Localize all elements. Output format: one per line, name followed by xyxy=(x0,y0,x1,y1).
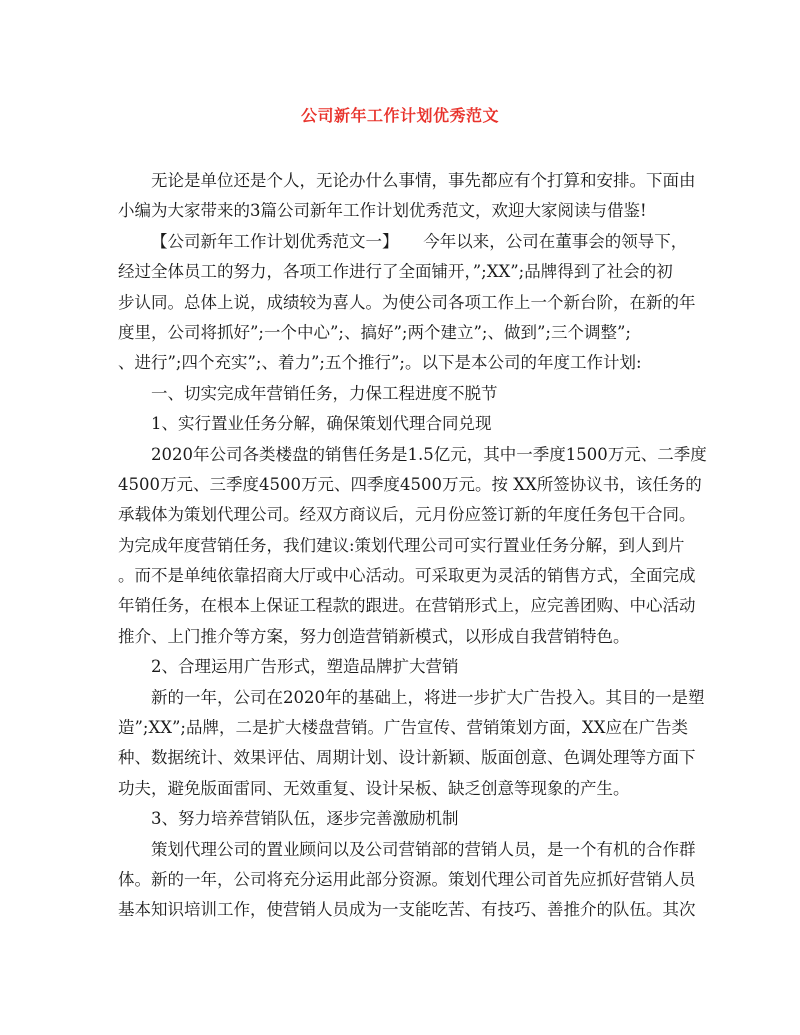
body-text-line: 策划代理公司的置业顾问以及公司营销部的营销人员，是一个有机的合作群 xyxy=(151,839,696,859)
body-text-line: 小编为大家带来的3篇公司新年工作计划优秀范文，欢迎大家阅读与借鉴! xyxy=(118,201,647,221)
body-text-line: 功夫，避免版面雷同、无效重复、设计呆板、缺乏创意等现象的产生。 xyxy=(118,778,630,798)
body-text-line: 新的一年，公司在2020年的基础上，将进一步扩大广告投入。其目的一是塑 xyxy=(151,687,705,707)
body-text-line: 4500万元、三季度4500万元、四季度4500万元。按 XX所签协议书，该任务的 xyxy=(118,474,702,494)
body-text-line: 2020年公司各类楼盘的销售任务是1.5亿元，其中一季度1500万元、二季度 xyxy=(151,444,707,464)
body-text-line: 无论是单位还是个人，无论办什么事情，事先都应有个打算和安排。下面由 xyxy=(151,171,696,190)
body-text-line: 度里，公司将抓好”;一个中心”;、搞好”;两个建立”;、做到”;三个调整”; xyxy=(118,322,631,342)
body-text-line: 为完成年度营销任务，我们建议:策划代理公司可实行置业任务分解，到人到片 xyxy=(118,535,685,555)
body-text-line: 种、数据统计、效果评估、周期计划、设计新颖、版面创意、色调处理等方面下 xyxy=(118,748,696,768)
document-title: 公司新年工作计划优秀范文 xyxy=(300,106,499,125)
body-text-line: 、进行”;四个充实”;、着力”;五个推行”;。以下是本公司的年度工作计划: xyxy=(118,353,642,373)
body-text-line: 经过全体员工的努力，各项工作进行了全面铺开，”;XX”;品牌得到了社会的初 xyxy=(118,262,673,282)
body-text-line: 3、努力培养营销队伍，逐步完善激励机制 xyxy=(151,809,459,829)
body-text-line: 基本知识培训工作，使营销人员成为一支能吃苦、有技巧、善推介的队伍。其次 xyxy=(118,900,696,920)
body-text-line: 造”;XX”;品牌，二是扩大楼盘营销。广告宣传、营销策划方面，XX应在广告类 xyxy=(118,718,688,738)
body-text-line: 推介、上门推介等方案，努力创造营销新模式，以形成自我营销特色。 xyxy=(118,626,630,646)
body-text-line: 。而不是单纯依靠招商大厅或中心活动。可采取更为灵活的销售方式，全面完成 xyxy=(118,566,696,586)
body-text-line: 【公司新年工作计划优秀范文一】 今年以来，公司在董事会的领导下， xyxy=(151,231,688,251)
body-text-line: 承载体为策划代理公司。经双方商议后，元月份应签订新的年度任务包干合同。 xyxy=(118,505,696,525)
body-text-line: 1、实行置业任务分解，确保策划代理合同兑现 xyxy=(151,414,492,434)
body-text-line: 步认同。总体上说，成绩较为喜人。为使公司各项工作上一个新台阶，在新的年 xyxy=(118,292,696,312)
body-text-line: 一、切实完成年营销任务，力保工程进度不脱节 xyxy=(151,383,498,403)
body-text-line: 体。新的一年，公司将充分运用此部分资源。策划代理公司首先应抓好营销人员 xyxy=(118,869,696,889)
document-body xyxy=(118,166,707,926)
body-text-line: 2、合理运用广告形式，塑造品牌扩大营销 xyxy=(151,657,459,677)
body-text-line: 年销任务，在根本上保证工程款的跟进。在营销形式上，应完善团购、中心活动 xyxy=(118,596,696,616)
